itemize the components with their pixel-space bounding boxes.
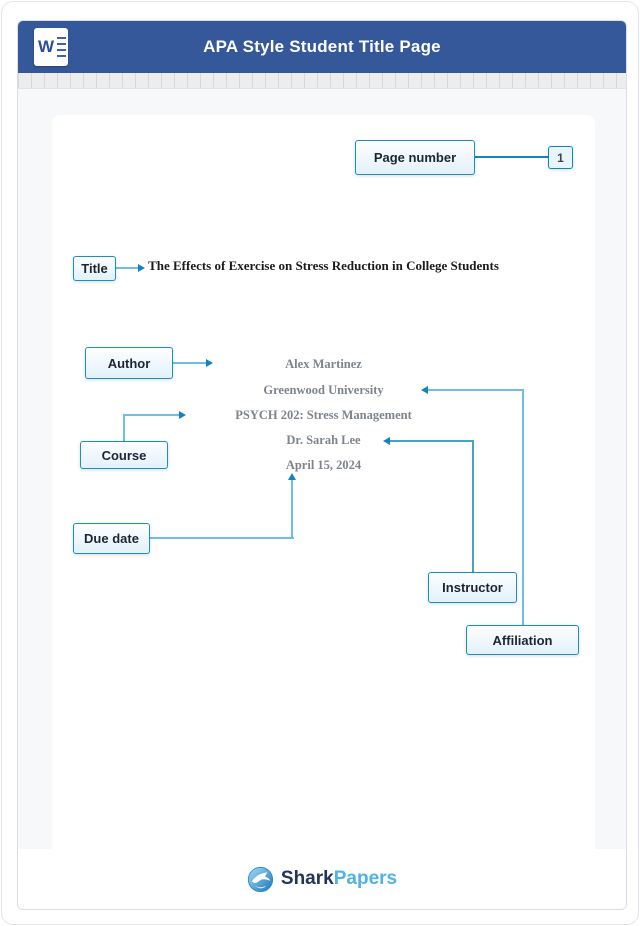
document-course-text: PSYCH 202: Stress Management xyxy=(235,408,412,422)
affiliation-label: Affiliation xyxy=(466,625,579,655)
due-date-label: Due date xyxy=(73,523,150,554)
author-arrow-icon xyxy=(206,359,213,367)
page-number-connector-line xyxy=(475,156,548,158)
due-date-arrow-icon xyxy=(288,473,296,480)
document-instructor-text: Dr. Sarah Lee xyxy=(286,433,361,447)
course-label: Course xyxy=(80,441,168,469)
affiliation-connector-line xyxy=(522,389,524,625)
title-arrow-icon xyxy=(138,264,145,272)
page-number-value: 1 xyxy=(548,146,573,169)
sharkpapers-logo-icon xyxy=(247,866,274,893)
outer-frame xyxy=(1,1,639,925)
page-title: APA Style Student Title Page xyxy=(203,37,441,56)
instructor-connector-line xyxy=(472,440,474,572)
author-connector-line xyxy=(173,362,206,364)
brand-secondary: Papers xyxy=(333,868,398,889)
instructor-connector-line xyxy=(390,440,474,442)
document-affiliation-text: Greenwood University xyxy=(263,383,384,397)
page-number-label: Page number xyxy=(355,140,475,175)
instructor-label: Instructor xyxy=(428,572,517,603)
title-connector-line xyxy=(116,267,138,269)
word-icon-lines xyxy=(57,37,66,57)
infographic-card xyxy=(17,20,627,910)
course-connector-line xyxy=(123,414,125,441)
affiliation-connector-line xyxy=(428,389,524,391)
document-author-text: Alex Martinez xyxy=(285,357,362,371)
word-icon-letter: W xyxy=(37,37,55,56)
brand-name xyxy=(281,868,397,890)
document-title-text: The Effects of Exercise on Stress Reduction in College Students xyxy=(148,258,499,273)
ruler-strip xyxy=(18,73,626,89)
document-due-date-text: April 15, 2024 xyxy=(285,458,362,472)
affiliation-arrow-icon xyxy=(421,386,428,394)
header-bar xyxy=(18,21,626,73)
document-page xyxy=(52,115,595,851)
word-icon xyxy=(34,28,70,66)
title-label: Title xyxy=(73,256,116,281)
footer xyxy=(18,849,626,909)
brand-primary: Shark xyxy=(280,868,334,889)
course-connector-line xyxy=(123,414,179,416)
due-date-connector-line xyxy=(291,480,293,539)
course-arrow-icon xyxy=(179,411,186,419)
due-date-connector-line xyxy=(150,537,294,539)
instructor-arrow-icon xyxy=(383,437,390,445)
author-label: Author xyxy=(85,347,173,379)
